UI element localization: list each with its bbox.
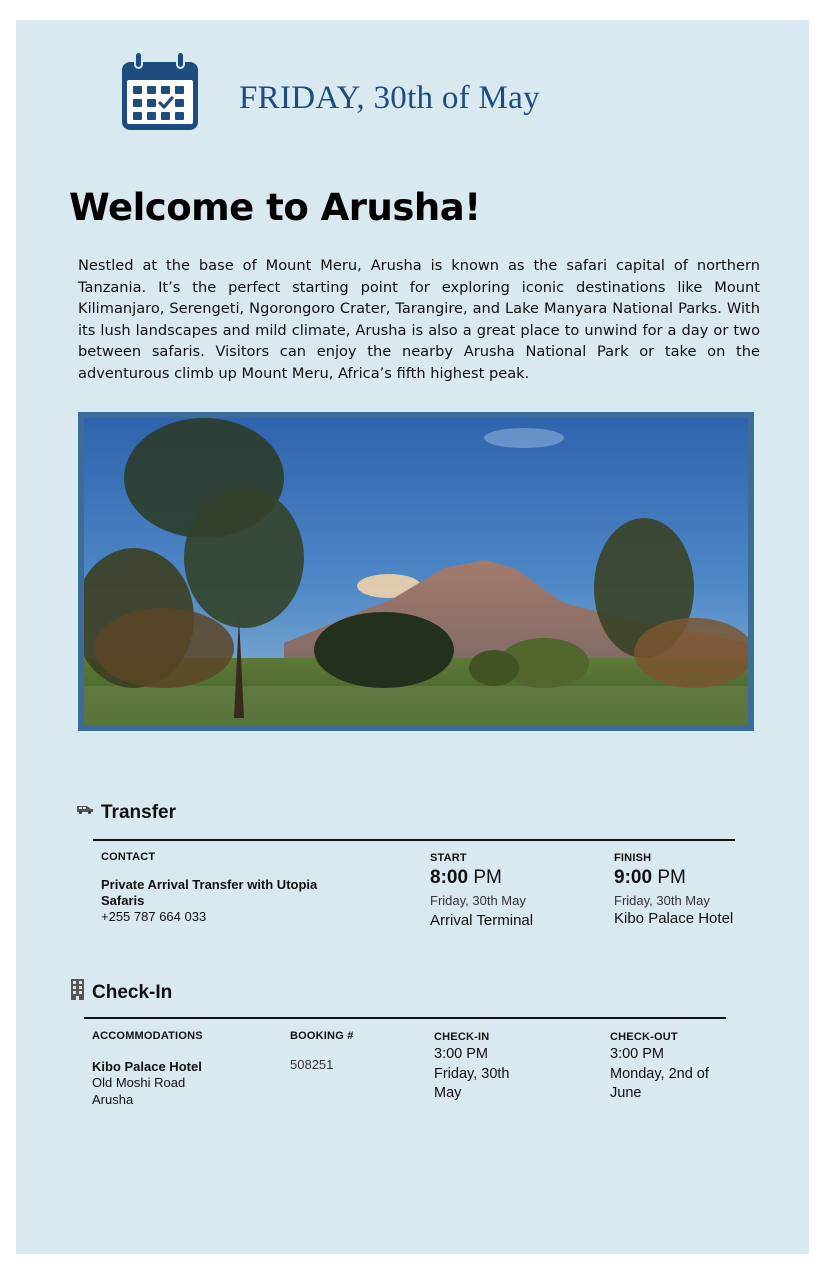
transfer-finish-place: Kibo Palace Hotel <box>614 910 734 927</box>
hotel-name: Kibo Palace Hotel <box>92 1059 202 1074</box>
hotel-address-line1: Old Moshi Road <box>92 1075 186 1090</box>
checkout-header: CHECK-OUT <box>610 1031 678 1043</box>
transfer-contact-phone: +255 787 664 033 <box>101 909 207 924</box>
booking-number: 508251 <box>290 1057 334 1072</box>
accommodations-header: ACCOMMODATIONS <box>92 1030 203 1042</box>
transfer-contact-header: CONTACT <box>101 851 156 863</box>
hotel-address-line2: Arusha <box>92 1092 134 1107</box>
checkin-section-title: Check-In <box>92 982 173 1003</box>
transfer-finish-header: FINISH <box>614 852 652 864</box>
checkin-divider <box>84 1017 726 1019</box>
transfer-start-time-hm: 8:00 <box>430 867 469 888</box>
transfer-start-time-ampm: PM <box>473 867 502 888</box>
checkout-date: Monday, 2nd of June <box>610 1066 709 1101</box>
intro-paragraph: Nestled at the base of Mount Meru, Arusha is known as the safari capital of northern Tanzania. It’s the perfect starting point for exploring iconic destinations like Mount Kilimanjaro, Serengeti, Ngorongoro Crater, Tarangire, and Lake Manyara National Parks. With its lush landscapes and mild climate, Arusha is also a great place to unwind for a day or two between safaris. Visitors can enjoy the nearby Arusha National Park or take on the adventurous climb up Mount Meru, Africa’s fifth highest peak. <box>78 257 760 382</box>
transfer-start-place: Arrival Terminal <box>430 912 534 929</box>
checkin-time: 3:00 PM <box>434 1046 488 1062</box>
transfer-start-time <box>430 867 502 889</box>
transfer-section-title: Transfer <box>101 802 176 823</box>
transfer-start-date: Friday, 30th May <box>430 893 526 908</box>
transfer-finish-time <box>614 867 686 889</box>
booking-header: BOOKING # <box>290 1030 354 1042</box>
calendar-check-icon <box>120 52 200 132</box>
transfer-finish-time-hm: 9:00 <box>614 867 653 888</box>
mount-meru-photo <box>78 412 754 731</box>
transfer-finish-date: Friday, 30th May <box>614 893 710 908</box>
transfer-start-header: START <box>430 852 467 864</box>
checkin-header: CHECK-IN <box>434 1031 490 1043</box>
transfer-divider <box>93 839 735 841</box>
welcome-heading: Welcome to Arusha! <box>69 186 481 229</box>
checkin-date: Friday, 30th May <box>434 1066 510 1101</box>
van-icon <box>76 804 94 814</box>
checkout-time: 3:00 PM <box>610 1046 664 1062</box>
transfer-contact-name: Private Arrival Transfer with Utopia Safaris <box>101 877 318 908</box>
building-icon <box>71 979 84 1000</box>
landscape-image <box>84 418 748 725</box>
transfer-finish-time-ampm: PM <box>657 867 686 888</box>
page-date-title: FRIDAY, 30th of May <box>239 80 540 116</box>
